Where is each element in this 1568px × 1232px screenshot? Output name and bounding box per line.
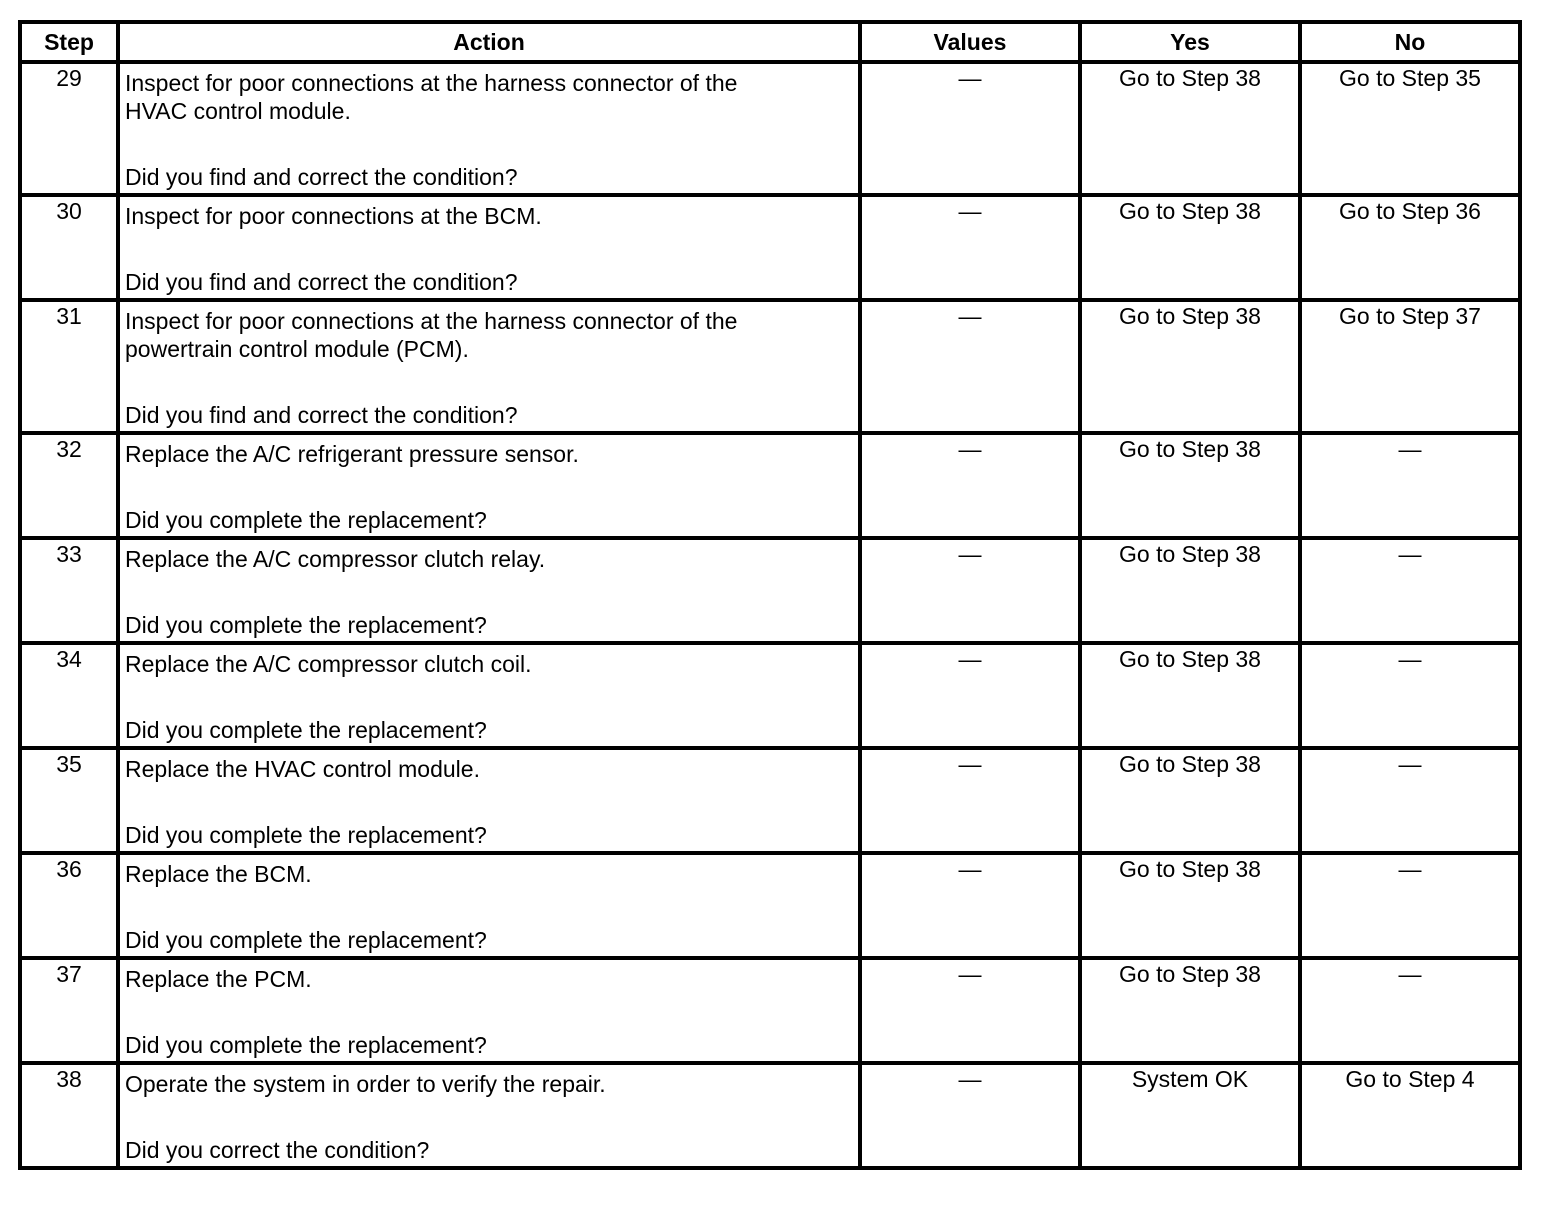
yes-cell: Go to Step 38	[1080, 958, 1300, 1063]
no-cell: Go to Step 36	[1300, 195, 1520, 300]
table-row	[20, 433, 1520, 538]
values-cell: —	[860, 748, 1080, 853]
no-cell: Go to Step 37	[1300, 300, 1520, 433]
values-cell: —	[860, 62, 1080, 195]
action-question: Did you find and correct the condition?	[125, 269, 518, 295]
no-cell: Go to Step 35	[1300, 62, 1520, 195]
step-number: 30	[20, 195, 118, 300]
action-cell	[118, 62, 860, 195]
no-cell: Go to Step 4	[1300, 1063, 1520, 1168]
values-cell: —	[860, 433, 1080, 538]
action-question: Did you find and correct the condition?	[125, 402, 518, 428]
action-cell	[118, 748, 860, 853]
header-row	[20, 22, 1520, 62]
action-cell	[118, 195, 860, 300]
step-number: 32	[20, 433, 118, 538]
action-instruction: Inspect for poor connections at the harness connector of the powertrain control module (PCM).	[125, 308, 738, 362]
values-cell: —	[860, 643, 1080, 748]
header-no: No	[1300, 22, 1520, 62]
table-row	[20, 195, 1520, 300]
table-row	[20, 62, 1520, 195]
table-row	[20, 538, 1520, 643]
step-number: 38	[20, 1063, 118, 1168]
table-row	[20, 748, 1520, 853]
values-cell: —	[860, 853, 1080, 958]
yes-cell: Go to Step 38	[1080, 300, 1300, 433]
yes-cell: Go to Step 38	[1080, 748, 1300, 853]
no-cell: —	[1300, 538, 1520, 643]
yes-cell: Go to Step 38	[1080, 62, 1300, 195]
step-number: 34	[20, 643, 118, 748]
yes-cell: Go to Step 38	[1080, 853, 1300, 958]
action-cell	[118, 958, 860, 1063]
action-cell	[118, 643, 860, 748]
no-cell: —	[1300, 853, 1520, 958]
yes-cell: Go to Step 38	[1080, 643, 1300, 748]
values-cell: —	[860, 538, 1080, 643]
action-instruction: Operate the system in order to verify the repair.	[125, 1071, 606, 1097]
table-row	[20, 958, 1520, 1063]
no-cell: —	[1300, 643, 1520, 748]
action-instruction: Replace the HVAC control module.	[125, 756, 480, 782]
header-values: Values	[860, 22, 1080, 62]
action-question: Did you complete the replacement?	[125, 507, 487, 533]
step-number: 35	[20, 748, 118, 853]
header-step: Step	[20, 22, 118, 62]
action-instruction: Replace the BCM.	[125, 861, 312, 887]
action-cell	[118, 433, 860, 538]
action-cell	[118, 1063, 860, 1168]
values-cell: —	[860, 1063, 1080, 1168]
header-action: Action	[118, 22, 860, 62]
action-cell	[118, 300, 860, 433]
step-number: 31	[20, 300, 118, 433]
step-number: 37	[20, 958, 118, 1063]
action-cell	[118, 853, 860, 958]
action-instruction: Inspect for poor connections at the BCM.	[125, 203, 542, 229]
action-instruction: Inspect for poor connections at the harness connector of the HVAC control module.	[125, 70, 738, 124]
action-question: Did you complete the replacement?	[125, 1032, 487, 1058]
action-instruction: Replace the A/C compressor clutch relay.	[125, 546, 546, 572]
action-instruction: Replace the A/C compressor clutch coil.	[125, 651, 532, 677]
step-number: 29	[20, 62, 118, 195]
diagnostic-table	[18, 20, 1522, 1170]
action-question: Did you complete the replacement?	[125, 927, 487, 953]
table-row	[20, 643, 1520, 748]
action-instruction: Replace the A/C refrigerant pressure sensor.	[125, 441, 579, 467]
action-question: Did you complete the replacement?	[125, 822, 487, 848]
yes-cell: Go to Step 38	[1080, 195, 1300, 300]
table-row	[20, 300, 1520, 433]
step-number: 36	[20, 853, 118, 958]
table-row	[20, 1063, 1520, 1168]
yes-cell: Go to Step 38	[1080, 433, 1300, 538]
action-question: Did you complete the replacement?	[125, 612, 487, 638]
action-question: Did you correct the condition?	[125, 1137, 430, 1163]
action-question: Did you complete the replacement?	[125, 717, 487, 743]
action-question: Did you find and correct the condition?	[125, 164, 518, 190]
no-cell: —	[1300, 433, 1520, 538]
yes-cell: Go to Step 38	[1080, 538, 1300, 643]
no-cell: —	[1300, 748, 1520, 853]
header-yes: Yes	[1080, 22, 1300, 62]
values-cell: —	[860, 195, 1080, 300]
no-cell: —	[1300, 958, 1520, 1063]
action-cell	[118, 538, 860, 643]
action-instruction: Replace the PCM.	[125, 966, 312, 992]
yes-cell: System OK	[1080, 1063, 1300, 1168]
step-number: 33	[20, 538, 118, 643]
values-cell: —	[860, 300, 1080, 433]
values-cell: —	[860, 958, 1080, 1063]
table-row	[20, 853, 1520, 958]
